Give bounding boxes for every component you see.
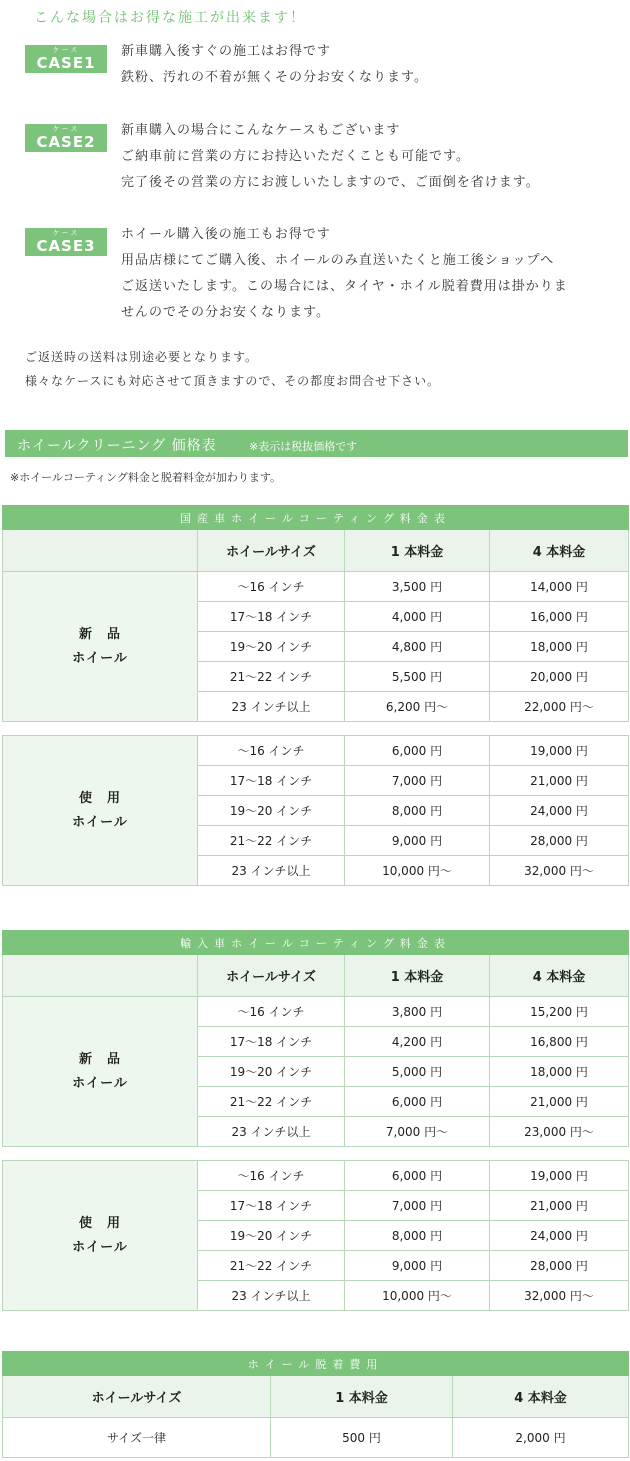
price-single: 5,000 円 <box>345 1057 490 1087</box>
price-single: 3,500 円 <box>345 572 490 602</box>
table-spacer <box>3 722 629 736</box>
price-four: 18,000 円 <box>490 632 629 662</box>
category-label: 使 用 <box>78 790 121 806</box>
case-badge-ruby: ケース <box>52 229 80 237</box>
header-four: 4 本料金 <box>453 1376 629 1418</box>
table-row <box>3 997 629 1027</box>
header-blank <box>3 955 198 997</box>
size-cell: 21～22 インチ <box>198 1251 345 1281</box>
category-label: ホイール <box>72 1239 128 1255</box>
header-single: 1 本料金 <box>345 955 490 997</box>
size-cell: 19～20 インチ <box>198 796 345 826</box>
category-label: 使 用 <box>78 1215 121 1231</box>
case-line: 新車購入後すぐの施工はお得です <box>121 44 332 59</box>
header-four: 4 本料金 <box>490 955 629 997</box>
price-single: 6,200 円～ <box>345 692 490 722</box>
tax-note: ※表示は税抜価格です <box>249 440 358 453</box>
price-single: 5,500 円 <box>345 662 490 692</box>
size-cell: ～16 インチ <box>198 997 345 1027</box>
case-text <box>121 222 630 326</box>
case-line: 完了後その営業の方にお渡しいたしますので、ご面倒を省けます。 <box>121 175 540 190</box>
case-badge-ruby: ケース <box>52 46 80 54</box>
case-badge-word: CASE2 <box>36 133 96 151</box>
price-four: 19,000 円 <box>490 736 629 766</box>
category-label: ホイール <box>72 814 128 830</box>
price-four: 21,000 円 <box>490 1191 629 1221</box>
size-cell: ～16 インチ <box>198 736 345 766</box>
case-text <box>121 118 630 196</box>
header-size: ホイールサイズ <box>3 1376 271 1418</box>
table-title: ホイール脱着費用 <box>3 1352 629 1376</box>
case-line: 鉄粉、汚れの不着が無くその分お安くなります。 <box>121 70 428 85</box>
price-single: 7,000 円 <box>345 766 490 796</box>
shipping-notes <box>25 345 440 393</box>
imported-price-table <box>2 930 629 1311</box>
size-cell: 21～22 インチ <box>198 1087 345 1117</box>
price-single: 7,000 円 <box>345 1191 490 1221</box>
price-single: 6,000 円 <box>345 1087 490 1117</box>
coating-fee-note: ※ホイールコーティング料金と脱着料金が加わります。 <box>10 471 282 484</box>
price-single: 4,200 円 <box>345 1027 490 1057</box>
price-four: 2,000 円 <box>453 1418 629 1458</box>
case-badge-word: CASE1 <box>36 54 96 72</box>
size-cell: 17～18 インチ <box>198 602 345 632</box>
price-four: 28,000 円 <box>490 826 629 856</box>
case-line: ホイール購入後の施工もお得です <box>121 227 331 242</box>
removal-fee-table <box>2 1351 629 1458</box>
case-badge <box>25 45 107 73</box>
price-single: 9,000 円 <box>345 826 490 856</box>
header-size: ホイールサイズ <box>198 955 345 997</box>
table-title: 輸入車ホイールコーティング料金表 <box>3 931 629 955</box>
category-label: 新 品 <box>78 626 121 642</box>
case-badge-ruby: ケース <box>52 125 80 133</box>
case-line: せんのでその分お安くなります。 <box>121 305 330 320</box>
case-badge-word: CASE3 <box>36 237 96 255</box>
price-single: 8,000 円 <box>345 796 490 826</box>
note-line: 様々なケースにも対応させて頂きますので、その都度お問合せ下さい。 <box>25 374 441 388</box>
size-cell: 17～18 インチ <box>198 1191 345 1221</box>
case-line: ご返送いたします。この場合には、タイヤ・ホイル脱着費用は掛かりま <box>121 279 568 294</box>
price-four: 16,000 円 <box>490 602 629 632</box>
size-cell: 17～18 インチ <box>198 1027 345 1057</box>
price-four: 22,000 円～ <box>490 692 629 722</box>
price-single: 6,000 円 <box>345 1161 490 1191</box>
domestic-price-table <box>2 505 629 886</box>
size-cell: 21～22 インチ <box>198 826 345 856</box>
size-cell: 23 インチ以上 <box>198 856 345 886</box>
table-spacer <box>3 1147 629 1161</box>
size-cell: 19～20 インチ <box>198 1221 345 1251</box>
table-row <box>3 1161 629 1191</box>
header-single: 1 本料金 <box>271 1376 453 1418</box>
size-cell: サイズ一律 <box>3 1418 271 1458</box>
category-label: ホイール <box>72 650 128 666</box>
price-four: 21,000 円 <box>490 1087 629 1117</box>
category-label: 新 品 <box>78 1051 121 1067</box>
price-single: 4,800 円 <box>345 632 490 662</box>
intro-heading: こんな場合はお得な施工が出来ます！ <box>34 10 306 26</box>
size-cell: 19～20 インチ <box>198 1057 345 1087</box>
table-row <box>3 572 629 602</box>
price-four: 21,000 円 <box>490 766 629 796</box>
price-single: 6,000 円 <box>345 736 490 766</box>
size-cell: 17～18 インチ <box>198 766 345 796</box>
header-size: ホイールサイズ <box>198 530 345 572</box>
price-single: 8,000 円 <box>345 1221 490 1251</box>
table-title: 国産車ホイールコーティング料金表 <box>3 506 629 530</box>
case-badge <box>25 228 107 256</box>
category-cell <box>3 1161 198 1311</box>
category-cell <box>3 572 198 722</box>
price-four: 14,000 円 <box>490 572 629 602</box>
header-single: 1 本料金 <box>345 530 490 572</box>
case-badge <box>25 124 107 152</box>
price-four: 15,200 円 <box>490 997 629 1027</box>
category-label: ホイール <box>72 1075 128 1091</box>
size-cell: 23 インチ以上 <box>198 692 345 722</box>
case-text <box>121 39 630 91</box>
note-line: ご返送時の送料は別途必要となります。 <box>25 350 259 364</box>
price-four: 24,000 円 <box>490 1221 629 1251</box>
price-four: 32,000 円～ <box>490 1281 629 1311</box>
size-cell: 23 インチ以上 <box>198 1281 345 1311</box>
case-line: 新車購入の場合にこんなケースもございます <box>121 123 401 138</box>
size-cell: 19～20 インチ <box>198 632 345 662</box>
size-cell: ～16 インチ <box>198 1161 345 1191</box>
section-title: ホイールクリーニング 価格表 <box>17 438 217 454</box>
price-single: 3,800 円 <box>345 997 490 1027</box>
price-single: 7,000 円～ <box>345 1117 490 1147</box>
header-four: 4 本料金 <box>490 530 629 572</box>
case-line: ご納車前に営業の方にお持込いただくことも可能です。 <box>121 149 470 164</box>
case-line: 用品店様にてご購入後、ホイールのみ直送いたくと施工後ショップへ <box>121 253 555 268</box>
price-single: 9,000 円 <box>345 1251 490 1281</box>
price-single: 4,000 円 <box>345 602 490 632</box>
price-single: 500 円 <box>271 1418 453 1458</box>
price-four: 20,000 円 <box>490 662 629 692</box>
table-row <box>3 736 629 766</box>
size-cell: ～16 インチ <box>198 572 345 602</box>
price-single: 10,000 円～ <box>345 1281 490 1311</box>
table-row <box>3 1418 629 1458</box>
header-blank <box>3 530 198 572</box>
price-section-header <box>5 430 628 457</box>
price-four: 23,000 円～ <box>490 1117 629 1147</box>
price-four: 19,000 円 <box>490 1161 629 1191</box>
price-four: 32,000 円～ <box>490 856 629 886</box>
category-cell <box>3 997 198 1147</box>
size-cell: 23 インチ以上 <box>198 1117 345 1147</box>
price-four: 28,000 円 <box>490 1251 629 1281</box>
price-single: 10,000 円～ <box>345 856 490 886</box>
category-cell <box>3 736 198 886</box>
size-cell: 21～22 インチ <box>198 662 345 692</box>
price-four: 16,800 円 <box>490 1027 629 1057</box>
price-four: 24,000 円 <box>490 796 629 826</box>
price-four: 18,000 円 <box>490 1057 629 1087</box>
